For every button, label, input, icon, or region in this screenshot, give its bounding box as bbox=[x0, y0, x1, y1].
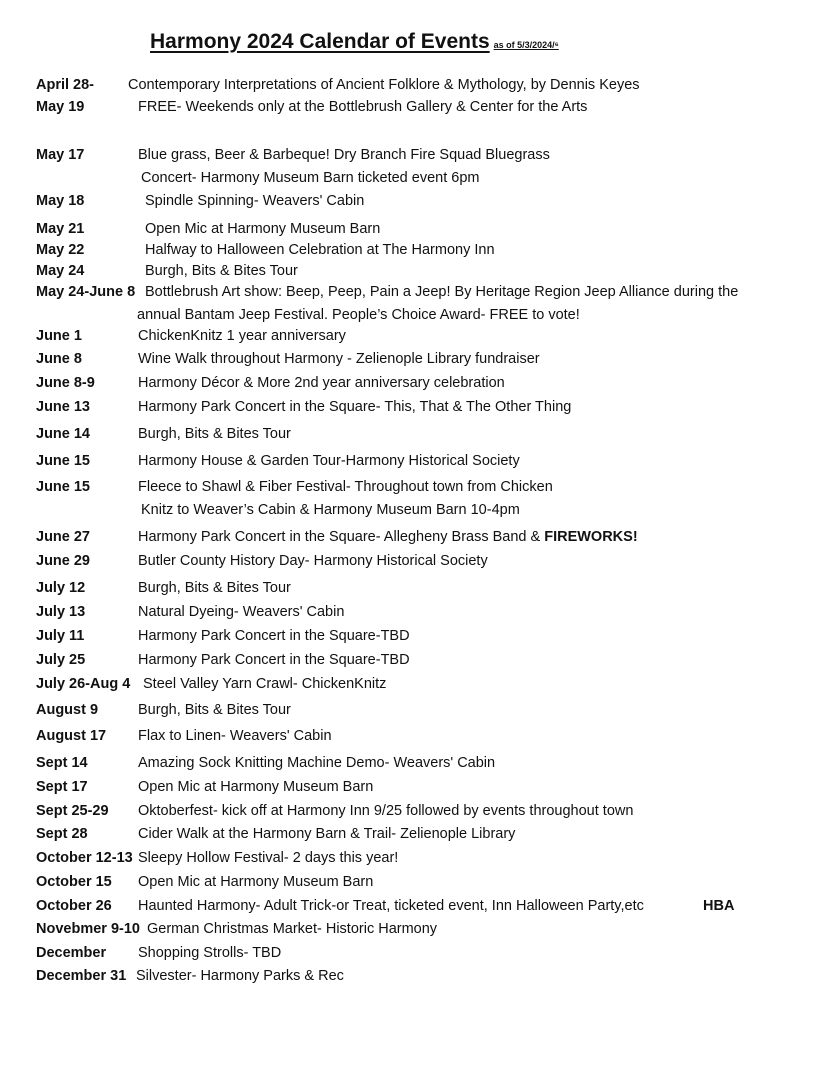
event-description: Wine Walk throughout Harmony - Zelienople Library fundraiser bbox=[138, 351, 540, 367]
event-date: June 15 bbox=[36, 453, 90, 469]
event-description: Sleepy Hollow Festival- 2 days this year! bbox=[138, 850, 399, 866]
event-date: June 15 bbox=[36, 479, 90, 495]
event-description: Harmony House & Garden Tour-Harmony Historical Society bbox=[138, 453, 520, 469]
event-description: Oktoberfest- kick off at Harmony Inn 9/25 followed by events throughout town bbox=[138, 803, 634, 819]
event-description: Harmony Décor & More 2nd year anniversary celebration bbox=[138, 375, 505, 391]
event-date: June 27 bbox=[36, 529, 90, 545]
event-description: Concert- Harmony Museum Barn ticketed event 6pm bbox=[141, 170, 480, 186]
event-description: Blue grass, Beer & Barbeque! Dry Branch Fire Squad Bluegrass bbox=[138, 147, 550, 163]
event-date: Novebmer 9-10 bbox=[36, 921, 140, 937]
event-description: Harmony Park Concert in the Square-TBD bbox=[138, 628, 410, 644]
event-date: May 22 bbox=[36, 242, 85, 258]
event-description: Natural Dyeing- Weavers' Cabin bbox=[138, 604, 345, 620]
event-description: Harmony Park Concert in the Square- This, That & The Other Thing bbox=[138, 399, 572, 415]
event-description: Bottlebrush Art show: Beep, Peep, Pain a Jeep! By Heritage Region Jeep Alliance during the bbox=[145, 284, 739, 300]
event-date: Sept 17 bbox=[36, 779, 88, 795]
organizer-tag: HBA bbox=[703, 898, 735, 914]
event-date: May 24-June 8 bbox=[36, 284, 136, 300]
event-description: Burgh, Bits & Bites Tour bbox=[138, 580, 291, 596]
event-date: June 13 bbox=[36, 399, 90, 415]
event-description: FREE- Weekends only at the Bottlebrush Gallery & Center for the Arts bbox=[138, 99, 588, 115]
event-date: Sept 28 bbox=[36, 826, 88, 842]
event-description: Fleece to Shawl & Fiber Festival- Throughout town from Chicken bbox=[138, 479, 553, 495]
event-description: Steel Valley Yarn Crawl- ChickenKnitz bbox=[143, 676, 387, 692]
event-date: October 15 bbox=[36, 874, 112, 890]
event-date: December bbox=[36, 945, 107, 961]
event-description: Haunted Harmony- Adult Trick-or Treat, ticketed event, Inn Halloween Party,etc bbox=[138, 898, 644, 914]
event-date: July 12 bbox=[36, 580, 86, 596]
event-date: December 31 bbox=[36, 968, 127, 984]
event-description: Silvester- Harmony Parks & Rec bbox=[136, 968, 344, 984]
event-description: Shopping Strolls- TBD bbox=[138, 945, 282, 961]
event-description: annual Bantam Jeep Festival. People’s Choice Award- FREE to vote! bbox=[137, 307, 580, 323]
event-description: Burgh, Bits & Bites Tour bbox=[145, 263, 298, 279]
event-date: August 17 bbox=[36, 728, 107, 744]
event-date: July 13 bbox=[36, 604, 86, 620]
event-date: May 17 bbox=[36, 147, 85, 163]
event-date: June 8 bbox=[36, 351, 82, 367]
event-description: Amazing Sock Knitting Machine Demo- Weavers' Cabin bbox=[138, 755, 496, 771]
event-date: June 14 bbox=[36, 426, 90, 442]
page-title: Harmony 2024 Calendar of Events bbox=[150, 30, 490, 53]
event-description: Open Mic at Harmony Museum Barn bbox=[138, 779, 374, 795]
event-description: German Christmas Market- Historic Harmony bbox=[147, 921, 438, 937]
event-description: Burgh, Bits & Bites Tour bbox=[138, 702, 291, 718]
as-of-note: as of 5/3/2024/⁶ bbox=[493, 40, 559, 50]
event-description: Spindle Spinning- Weavers' Cabin bbox=[145, 193, 365, 209]
event-description: Contemporary Interpretations of Ancient Folklore & Mythology, by Dennis Keyes bbox=[128, 77, 640, 93]
event-date: June 1 bbox=[36, 328, 82, 344]
event-date: Sept 14 bbox=[36, 755, 88, 771]
event-date: October 26 bbox=[36, 898, 112, 914]
event-highlight: FIREWORKS! bbox=[544, 529, 638, 545]
event-description: Butler County History Day- Harmony Historical Society bbox=[138, 553, 488, 569]
event-date: June 29 bbox=[36, 553, 90, 569]
title-block bbox=[150, 30, 559, 54]
event-date: May 19 bbox=[36, 99, 85, 115]
event-description: Open Mic at Harmony Museum Barn bbox=[138, 874, 374, 890]
event-date: May 21 bbox=[36, 221, 85, 237]
event-description: Knitz to Weaver’s Cabin & Harmony Museum Barn 10-4pm bbox=[141, 502, 520, 518]
event-description: Cider Walk at the Harmony Barn & Trail- Zelienople Library bbox=[138, 826, 516, 842]
event-date: October 12-13 bbox=[36, 850, 133, 866]
event-description: Burgh, Bits & Bites Tour bbox=[138, 426, 291, 442]
event-date: May 24 bbox=[36, 263, 85, 279]
event-description: Open Mic at Harmony Museum Barn bbox=[145, 221, 381, 237]
event-date: May 18 bbox=[36, 193, 85, 209]
event-description: Harmony Park Concert in the Square- Allegheny Brass Band & FIREWORKS! bbox=[138, 529, 638, 545]
event-date: July 11 bbox=[36, 628, 85, 644]
event-description: Halfway to Halloween Celebration at The Harmony Inn bbox=[145, 242, 495, 258]
event-description: Flax to Linen- Weavers' Cabin bbox=[138, 728, 332, 744]
event-date: August 9 bbox=[36, 702, 99, 718]
event-description: Harmony Park Concert in the Square-TBD bbox=[138, 652, 410, 668]
event-description: ChickenKnitz 1 year anniversary bbox=[138, 328, 346, 344]
event-date: July 26-Aug 4 bbox=[36, 676, 131, 692]
event-date: April 28- bbox=[36, 77, 95, 93]
event-date: July 25 bbox=[36, 652, 86, 668]
event-date: June 8-9 bbox=[36, 375, 95, 391]
event-date: Sept 25-29 bbox=[36, 803, 109, 819]
